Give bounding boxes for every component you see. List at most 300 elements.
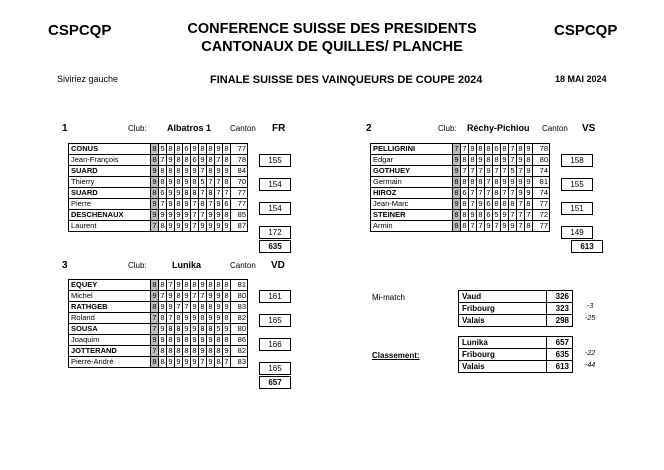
throw-score: 9 — [208, 335, 213, 344]
title-line-2: CANTONAUX DE QUILLES/ PLANCHE — [201, 39, 463, 55]
throw-score: 8 — [224, 335, 229, 344]
team-3-canton-label: Canton — [230, 261, 256, 270]
scoreboard-table — [68, 279, 248, 368]
row-subtotal: 77 — [533, 199, 550, 210]
row-subtotal: 80 — [231, 291, 248, 302]
throw-score: 9 — [502, 177, 507, 186]
throw-score: 8 — [454, 210, 459, 219]
throw-score: 8 — [160, 280, 165, 289]
player-surname: HIROZ — [371, 188, 453, 199]
throw-score: 7 — [160, 155, 165, 164]
throw-score: 8 — [208, 302, 213, 311]
team-2-number: 2 — [366, 123, 372, 134]
classement-team: Fribourg — [459, 349, 547, 361]
row-subtotal: 85 — [231, 210, 248, 221]
throw-score: 7 — [510, 144, 515, 153]
throw-score: 9 — [152, 335, 157, 344]
throw-score: 9 — [192, 166, 197, 175]
throw-score: 5 — [216, 324, 221, 333]
team-1-scoreboard — [68, 143, 282, 237]
throw-score: 7 — [224, 357, 229, 366]
team-1-total: 635 — [259, 240, 291, 253]
team-2-club: Réchy-Pichiou — [467, 123, 530, 133]
throw-score: 9 — [192, 144, 197, 153]
throw-score: 9 — [208, 313, 213, 322]
team-2-canton-label: Canton — [542, 124, 568, 133]
throw-score: 9 — [224, 302, 229, 311]
throw-score: 7 — [478, 221, 483, 230]
throw-score: 8 — [478, 144, 483, 153]
throw-score: 8 — [160, 357, 165, 366]
throw-score: 8 — [184, 280, 189, 289]
throw-score: 9 — [168, 188, 173, 197]
throw-score: 9 — [454, 155, 459, 164]
throw-score: 7 — [502, 188, 507, 197]
throw-score: 7 — [478, 188, 483, 197]
throw-score: 9 — [184, 199, 189, 208]
player-total: 155 — [561, 178, 593, 191]
player-row — [69, 280, 248, 291]
throw-score: 9 — [216, 302, 221, 311]
throw-score: 7 — [486, 188, 491, 197]
row-subtotal: 77 — [231, 199, 248, 210]
throw-score: 8 — [208, 155, 213, 164]
player-surname: STEINER — [371, 210, 453, 221]
throw-score: 8 — [168, 144, 173, 153]
throw-score: 9 — [176, 357, 181, 366]
row-subtotal: 81 — [533, 177, 550, 188]
throw-score: 9 — [208, 210, 213, 219]
throw-score: 8 — [486, 155, 491, 164]
throw-score: 7 — [454, 144, 459, 153]
mi-match-diff: -3 — [587, 303, 594, 310]
throw-score: 9 — [152, 199, 157, 208]
player-first-name: Thierry — [69, 177, 151, 188]
mi-match-label: Mi-match — [372, 293, 405, 302]
classement-team: Valais — [459, 361, 547, 373]
mi-match-score: 323 — [547, 303, 573, 315]
throw-score: 9 — [510, 221, 515, 230]
throw-score: 8 — [216, 335, 221, 344]
throw-score: 7 — [200, 210, 205, 219]
player-row — [69, 324, 248, 335]
player-row — [69, 357, 248, 368]
throw-score: 9 — [152, 291, 157, 300]
mi-match-row — [459, 291, 573, 303]
player-total: 154 — [259, 202, 291, 215]
throw-score: 9 — [168, 177, 173, 186]
throw-score: 9 — [176, 280, 181, 289]
throw-score: 8 — [192, 177, 197, 186]
player-surname: SUARD — [69, 166, 151, 177]
throw-score: 7 — [494, 166, 499, 175]
throw-score: 9 — [184, 357, 189, 366]
throw-score: 9 — [518, 188, 523, 197]
team-3-total: 657 — [259, 376, 291, 389]
player-row — [69, 166, 248, 177]
player-surname: DESCHENAUX — [69, 210, 151, 221]
throw-score: 8 — [152, 188, 157, 197]
throw-score: 6 — [486, 210, 491, 219]
team-2-scoreboard — [370, 143, 584, 237]
player-row — [371, 155, 550, 166]
throw-score: 9 — [486, 221, 491, 230]
throw-score: 7 — [208, 177, 213, 186]
team-3-canton: VD — [271, 260, 285, 271]
throw-score: 9 — [216, 221, 221, 230]
row-subtotal: 78 — [231, 155, 248, 166]
throw-score: 8 — [176, 313, 181, 322]
team-1-club: Albatros 1 — [167, 123, 212, 133]
document-title — [150, 20, 514, 56]
team-1-canton: FR — [272, 123, 286, 134]
throw-score: 9 — [184, 324, 189, 333]
player-total: 154 — [259, 178, 291, 191]
throw-score: 8 — [176, 166, 181, 175]
throw-score: 9 — [200, 155, 205, 164]
player-first-name: Armin — [371, 221, 453, 232]
throw-score: 8 — [176, 346, 181, 355]
player-row — [69, 291, 248, 302]
player-total: 165 — [259, 362, 291, 375]
throw-score: 8 — [224, 313, 229, 322]
throw-score: 7 — [470, 221, 475, 230]
throw-score: 8 — [462, 155, 467, 164]
throw-score: 9 — [184, 166, 189, 175]
row-subtotal: 77 — [533, 221, 550, 232]
row-subtotal: 87 — [231, 221, 248, 232]
throw-score: 9 — [184, 291, 189, 300]
throw-score: 8 — [486, 144, 491, 153]
throw-score: 8 — [176, 324, 181, 333]
throw-score: 9 — [160, 302, 165, 311]
player-surname: CONUS — [69, 144, 151, 155]
player-row — [69, 335, 248, 346]
throw-score: 8 — [152, 357, 157, 366]
throw-score: 8 — [176, 177, 181, 186]
throw-score: 8 — [160, 346, 165, 355]
team-1-canton-label: Canton — [230, 124, 256, 133]
throw-score: 8 — [160, 221, 165, 230]
player-row — [371, 221, 550, 232]
throw-score: 7 — [510, 188, 515, 197]
throw-score: 8 — [502, 144, 507, 153]
throw-score: 9 — [168, 221, 173, 230]
throw-score: 8 — [200, 313, 205, 322]
throw-score: 9 — [208, 357, 213, 366]
classement-score: 657 — [547, 337, 573, 349]
title-line-1: CONFERENCE SUISSE DES PRESIDENTS — [187, 21, 477, 37]
throw-score: 9 — [192, 324, 197, 333]
player-surname: RATHGEB — [69, 302, 151, 313]
row-subtotal: 78 — [533, 144, 550, 155]
throw-score: 8 — [462, 177, 467, 186]
player-row — [69, 199, 248, 210]
throw-score: 9 — [470, 210, 475, 219]
mi-match-table — [458, 290, 573, 327]
player-row — [69, 155, 248, 166]
throw-score: 6 — [494, 144, 499, 153]
team-2-club-label: Club: — [438, 124, 457, 133]
classement-row — [459, 361, 573, 373]
throw-score: 5 — [200, 177, 205, 186]
throw-score: 9 — [526, 188, 531, 197]
throw-score: 7 — [208, 199, 213, 208]
team-2-total: 613 — [571, 240, 603, 253]
throw-score: 8 — [224, 291, 229, 300]
throw-score: 7 — [526, 210, 531, 219]
throw-score: 7 — [200, 291, 205, 300]
throw-score: 8 — [454, 177, 459, 186]
throw-score: 9 — [184, 221, 189, 230]
throw-score: 6 — [224, 199, 229, 208]
throw-score: 7 — [152, 221, 157, 230]
throw-score: 7 — [184, 302, 189, 311]
throw-score: 5 — [160, 144, 165, 153]
throw-score: 8 — [216, 357, 221, 366]
throw-score: 7 — [470, 166, 475, 175]
team-1-number: 1 — [62, 123, 68, 134]
throw-score: 8 — [168, 166, 173, 175]
throw-score: 8 — [494, 199, 499, 208]
logo-left: CSPCQP — [48, 22, 112, 39]
throw-score: 7 — [192, 210, 197, 219]
throw-score: 7 — [192, 221, 197, 230]
throw-score: 8 — [518, 144, 523, 153]
throw-score: 7 — [152, 313, 157, 322]
player-total: 172 — [259, 226, 291, 239]
player-row — [69, 221, 248, 232]
throw-score: 7 — [200, 166, 205, 175]
row-subtotal: 80 — [231, 324, 248, 335]
throw-score: 7 — [510, 210, 515, 219]
classement-label: Classement: — [372, 351, 420, 360]
throw-score: 8 — [152, 302, 157, 311]
player-surname: SUARD — [69, 188, 151, 199]
mi-match-diff: -25 — [585, 315, 596, 322]
throw-score: 8 — [176, 199, 181, 208]
throw-score: 9 — [208, 291, 213, 300]
throw-score: 9 — [184, 177, 189, 186]
row-subtotal: 70 — [231, 177, 248, 188]
throw-score: 8 — [216, 346, 221, 355]
throw-score: 7 — [168, 313, 173, 322]
throw-score: 7 — [216, 155, 221, 164]
throw-score: 7 — [192, 291, 197, 300]
row-subtotal: 82 — [231, 346, 248, 357]
throw-score: 9 — [486, 166, 491, 175]
throw-score: 9 — [176, 210, 181, 219]
throw-score: 9 — [216, 199, 221, 208]
throw-score: 8 — [208, 188, 213, 197]
throw-score: 8 — [454, 221, 459, 230]
throw-score: 7 — [462, 144, 467, 153]
throw-score: 9 — [224, 221, 229, 230]
team-3-club: Lunika — [172, 260, 202, 270]
player-row — [69, 144, 248, 155]
row-subtotal: 77 — [231, 144, 248, 155]
player-row — [371, 144, 550, 155]
player-row — [371, 188, 550, 199]
player-row — [371, 199, 550, 210]
player-row — [371, 210, 550, 221]
row-subtotal: 86 — [231, 335, 248, 346]
throw-score: 9 — [216, 144, 221, 153]
player-first-name: Laurent — [69, 221, 151, 232]
throw-score: 6 — [462, 188, 467, 197]
throw-score: 9 — [216, 291, 221, 300]
player-first-name: Pierre-André — [69, 357, 151, 368]
throw-score: 7 — [510, 155, 515, 164]
throw-score: 7 — [518, 210, 523, 219]
player-row — [69, 188, 248, 199]
throw-score: 9 — [224, 346, 229, 355]
throw-score: 8 — [224, 280, 229, 289]
throw-score: 7 — [494, 221, 499, 230]
throw-score: 9 — [502, 221, 507, 230]
throw-score: 5 — [510, 166, 515, 175]
throw-score: 8 — [176, 144, 181, 153]
throw-score: 8 — [208, 346, 213, 355]
throw-score: 9 — [224, 166, 229, 175]
throw-score: 7 — [152, 346, 157, 355]
throw-score: 9 — [192, 335, 197, 344]
throw-score: 9 — [168, 357, 173, 366]
throw-score: 8 — [184, 188, 189, 197]
row-subtotal: 72 — [533, 210, 550, 221]
throw-score: 8 — [184, 335, 189, 344]
player-total: 161 — [259, 290, 291, 303]
throw-score: 8 — [526, 155, 531, 164]
throw-score: 8 — [200, 302, 205, 311]
throw-score: 8 — [192, 346, 197, 355]
throw-score: 8 — [478, 177, 483, 186]
team-1-club-label: Club: — [128, 124, 147, 133]
throw-score: 8 — [224, 210, 229, 219]
throw-score: 9 — [168, 155, 173, 164]
throw-score: 9 — [152, 210, 157, 219]
player-total: 155 — [259, 154, 291, 167]
team-3-number: 3 — [62, 260, 68, 271]
player-first-name: Pierre — [69, 199, 151, 210]
mi-match-canton: Fribourg — [459, 303, 547, 315]
throw-score: 9 — [200, 346, 205, 355]
throw-score: 8 — [168, 335, 173, 344]
mi-match-canton: Vaud — [459, 291, 547, 303]
throw-score: 7 — [224, 188, 229, 197]
throw-score: 9 — [502, 155, 507, 164]
throw-score: 6 — [184, 144, 189, 153]
throw-score: 6 — [486, 199, 491, 208]
throw-score: 9 — [510, 177, 515, 186]
player-surname: GOTHUEY — [371, 166, 453, 177]
throw-score: 9 — [208, 221, 213, 230]
throw-score: 9 — [192, 302, 197, 311]
throw-score: 8 — [208, 144, 213, 153]
throw-score: 8 — [152, 280, 157, 289]
throw-score: 7 — [168, 280, 173, 289]
throw-score: 8 — [526, 221, 531, 230]
throw-score: 8 — [160, 166, 165, 175]
throw-score: 8 — [462, 221, 467, 230]
player-row — [69, 302, 248, 313]
throw-score: 8 — [184, 346, 189, 355]
throw-score: 7 — [192, 199, 197, 208]
player-row — [371, 177, 550, 188]
player-first-name: Michel — [69, 291, 151, 302]
throw-score: 7 — [160, 199, 165, 208]
throw-score: 7 — [216, 177, 221, 186]
mi-match-score: 326 — [547, 291, 573, 303]
throw-score: 9 — [526, 166, 531, 175]
classement-team: Lunika — [459, 337, 547, 349]
throw-score: 8 — [494, 188, 499, 197]
throw-score: 9 — [168, 210, 173, 219]
throw-score: 9 — [176, 335, 181, 344]
classement-diff: -44 — [585, 362, 596, 369]
throw-score: 8 — [152, 155, 157, 164]
throw-score: 8 — [160, 313, 165, 322]
throw-score: 8 — [200, 144, 205, 153]
classement-table — [458, 336, 573, 373]
throw-score: 9 — [224, 324, 229, 333]
throw-score: 9 — [152, 177, 157, 186]
throw-score: 9 — [176, 221, 181, 230]
throw-score: 9 — [502, 210, 507, 219]
throw-score: 7 — [470, 188, 475, 197]
throw-score: 8 — [494, 155, 499, 164]
throw-score: 9 — [184, 313, 189, 322]
throw-score: 8 — [208, 324, 213, 333]
throw-score: 8 — [192, 188, 197, 197]
row-subtotal: 83 — [231, 302, 248, 313]
throw-score: 6 — [160, 188, 165, 197]
throw-score: 7 — [152, 324, 157, 333]
mi-match-canton: Valais — [459, 315, 547, 327]
throw-score: 8 — [526, 199, 531, 208]
throw-score: 9 — [216, 210, 221, 219]
throw-score: 8 — [168, 346, 173, 355]
classement-score: 635 — [547, 349, 573, 361]
throw-score: 7 — [200, 188, 205, 197]
player-first-name: Roland — [69, 313, 151, 324]
row-subtotal: 80 — [533, 155, 550, 166]
player-surname: PELLIGRINI — [371, 144, 453, 155]
throw-score: 8 — [176, 291, 181, 300]
classement-diff: -22 — [585, 350, 596, 357]
team-2-canton: VS — [582, 123, 596, 134]
throw-score: 8 — [184, 155, 189, 164]
throw-score: 8 — [502, 199, 507, 208]
throw-score: 8 — [224, 144, 229, 153]
throw-score: 9 — [192, 313, 197, 322]
throw-score: 7 — [470, 199, 475, 208]
throw-score: 9 — [526, 144, 531, 153]
throw-score: 8 — [192, 280, 197, 289]
player-total: 151 — [561, 202, 593, 215]
player-surname: SOUSA — [69, 324, 151, 335]
throw-score: 9 — [152, 166, 157, 175]
throw-score: 9 — [454, 166, 459, 175]
throw-score: 9 — [160, 210, 165, 219]
player-first-name: Jean-Marc — [371, 199, 453, 210]
throw-score: 7 — [200, 357, 205, 366]
throw-score: 9 — [200, 221, 205, 230]
team-3-scoreboard — [68, 279, 282, 373]
player-total: 158 — [561, 154, 593, 167]
throw-score: 9 — [478, 199, 483, 208]
player-first-name: Edgar — [371, 155, 453, 166]
